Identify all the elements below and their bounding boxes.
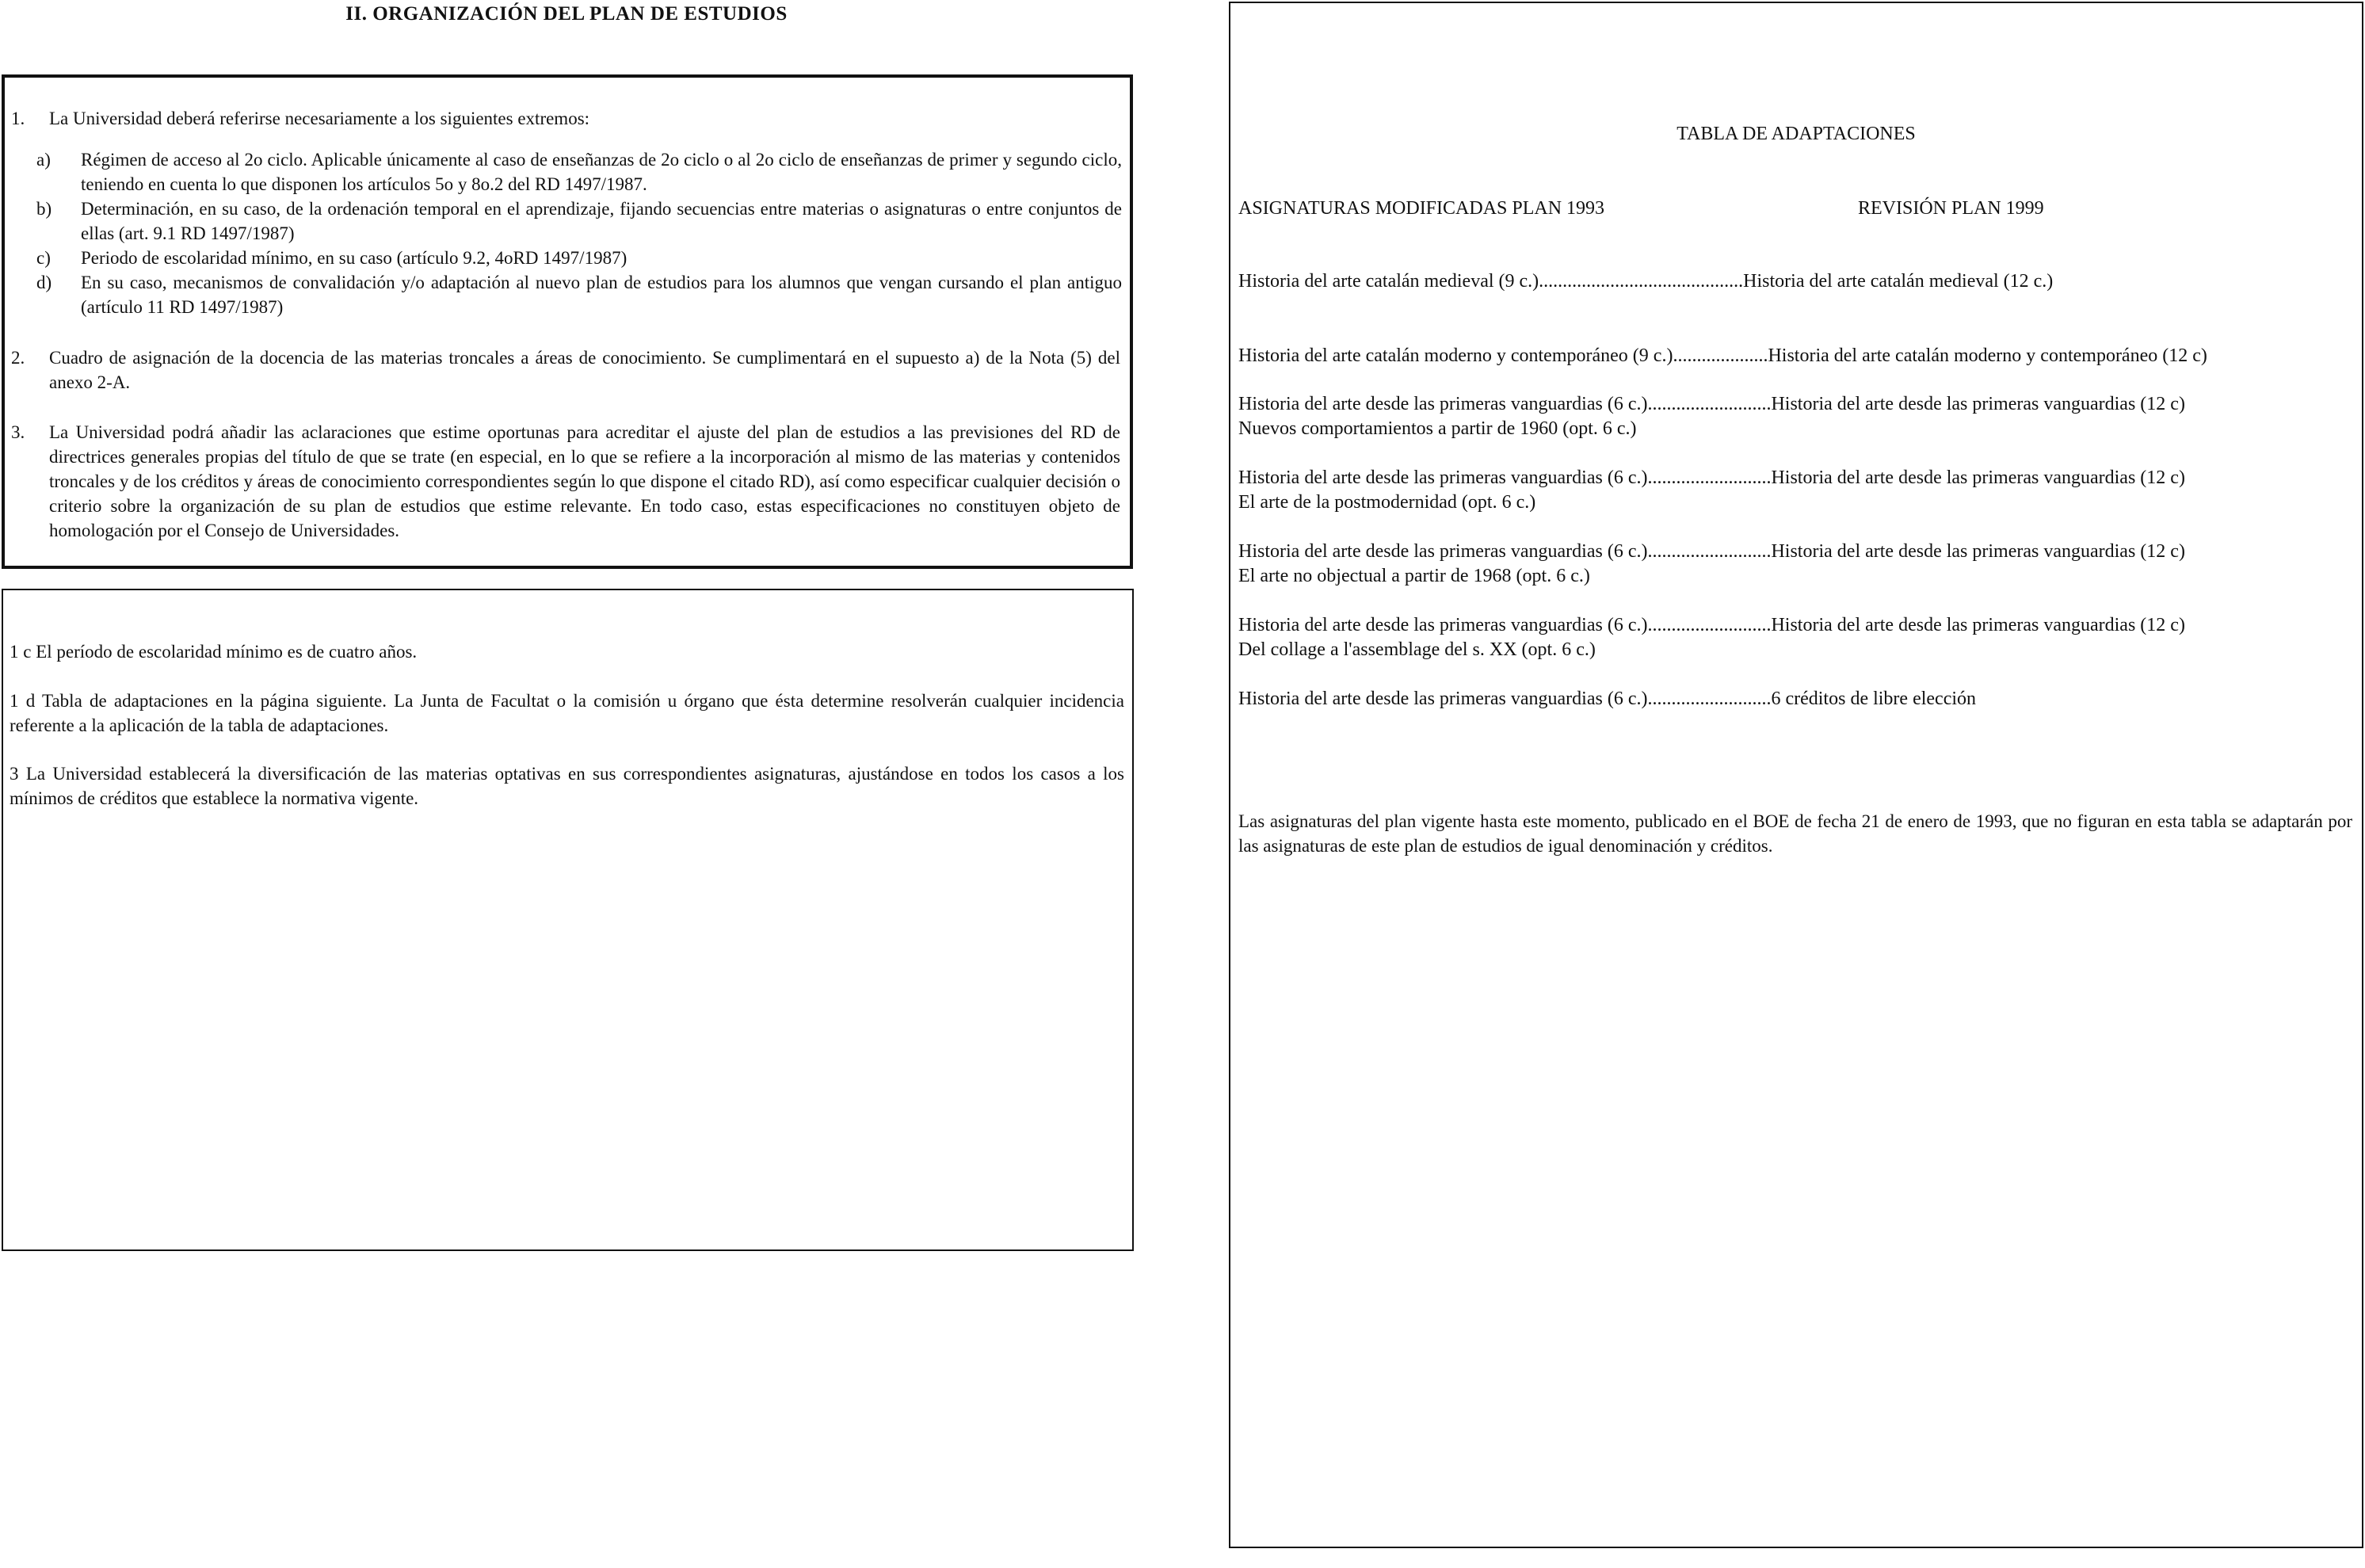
row-2-line-1: Historia del arte catalán moderno y contemporáneo (9 c.)....................Historia del arte catalán moderno y contemporáneo (12 c)	[1238, 345, 2207, 366]
subitem-a-text: Régimen de acceso al 2o ciclo. Aplicable únicamente al caso de enseñanzas de 2o ciclo o al 2o ciclo de enseñanzas de primer y segundo ciclo, teniendo en cuenta lo que disponen los artículos 5o y 8o.2 del RD 1497/1987.	[81, 150, 1122, 194]
row-5-line-2: El arte no objectual a partir de 1968 (opt. 6 c.)	[1238, 566, 1590, 586]
item-2	[11, 345, 1120, 395]
subitem-b-label: b)	[36, 199, 52, 219]
row-5-line-1: Historia del arte desde las primeras vanguardias (6 c.)..........................Historia del arte desde las primeras vanguardias (12 c)	[1238, 541, 2185, 562]
note-1d: 1 d Tabla de adaptaciones en la página siguiente. La Junta de Facultat o la comisión u órgano que ésta determine resolverán cualquier incidencia referente a la aplicación de la tabla de adaptaciones.	[10, 691, 1124, 735]
table-row	[1238, 269, 2354, 294]
subitem-c-text: Periodo de escolaridad mínimo, en su caso (artículo 9.2, 4oRD 1497/1987)	[81, 248, 627, 268]
row-6-line-1: Historia del arte desde las primeras vanguardias (6 c.)..........................Historia del arte desde las primeras vanguardias (12 c)	[1238, 615, 2185, 635]
table-row	[1238, 613, 2354, 662]
subitem-d-text: En su caso, mecanismos de convalidación y/o adaptación al nuevo plan de estudios para los alumnos que vengan cursando el plan antiguo (artículo 11 RD 1497/1987)	[81, 273, 1122, 317]
adaptations-table-box	[1229, 2, 2363, 1548]
item-1-text: La Universidad deberá referirse necesariamente a los siguientes extremos:	[49, 109, 590, 128]
row-3-line-2: Nuevos comportamientos a partir de 1960 (opt. 6 c.)	[1238, 418, 1637, 439]
note-1c: 1 c El período de escolaridad mínimo es de cuatro años.	[10, 642, 418, 662]
subitem-d	[36, 270, 1122, 319]
subitem-b	[36, 196, 1122, 246]
table-title: TABLA DE ADAPTACIONES	[1676, 124, 1916, 144]
row-1-line-1: Historia del arte catalán medieval (9 c.)...........................................Historia del arte catalán medieval (12 c.)	[1238, 271, 2054, 292]
row-4-line-1: Historia del arte desde las primeras vanguardias (6 c.)..........................Historia del arte desde las primeras vanguardias (12 c)	[1238, 467, 2185, 488]
item-2-text: Cuadro de asignación de la docencia de las materias troncales a áreas de conocimiento. Se cumplimentará en el supuesto a) de la Nota (5) del anexo 2-A.	[49, 348, 1120, 392]
instructions-box	[2, 74, 1133, 569]
page-title: II. ORGANIZACIÓN DEL PLAN DE ESTUDIOS	[345, 3, 788, 25]
subitem-a-label: a)	[36, 150, 51, 170]
item-3-number: 3.	[11, 422, 25, 442]
subitem-b-text: Determinación, en su caso, de la ordenación temporal en el aprendizaje, fijando secuencias entre materias o asignaturas o entre conjuntos de ellas (art. 9.1 RD 1497/1987)	[81, 199, 1122, 243]
item-2-number: 2.	[11, 348, 25, 368]
table-row	[1238, 392, 2354, 441]
column-header-plan-1993: ASIGNATURAS MODIFICADAS PLAN 1993	[1238, 198, 1605, 219]
table-row	[1238, 466, 2354, 515]
table-row	[1238, 687, 2354, 712]
subitem-d-label: d)	[36, 273, 52, 292]
adaptation-note: Las asignaturas del plan vigente hasta este momento, publicado en el BOE de fecha 21 de enero de 1993, que no figuran en esta tabla se adaptarán por las asignaturas de este plan de estudios de igual denominación y créditos.	[1238, 811, 2352, 856]
notes-box	[2, 589, 1134, 1251]
subitem-c	[36, 246, 1122, 270]
column-header-plan-1999: REVISIÓN PLAN 1999	[1858, 198, 2044, 219]
note-3: 3 La Universidad establecerá la diversificación de las materias optativas en sus correspondientes asignaturas, ajustándose en todos los casos a los mínimos de créditos que establece la normativa vigente.	[10, 764, 1124, 808]
subitem-a	[36, 147, 1122, 196]
subitem-c-label: c)	[36, 248, 51, 268]
item-1	[11, 106, 1120, 131]
item-3-text: La Universidad podrá añadir las aclaraciones que estime oportunas para acreditar el ajuste del plan de estudios a las previsiones del RD de directrices generales propias del título de que se trate (en especial, en lo que se refiere a la incorporación al mismo de las materias y contenidos troncales y de los créditos y áreas de conocimiento correspondientes según lo que dispone el citado RD), así como especificar cualquier decisión o criterio sobre la organización de su plan de estudios que estime relevante. En todo caso, estas especificaciones no constituyen objeto de homologación por el Consejo de Universidades.	[49, 422, 1120, 540]
table-row	[1238, 344, 2354, 368]
table-row	[1238, 540, 2354, 589]
row-4-line-2: El arte de la postmodernidad (opt. 6 c.)	[1238, 492, 1536, 513]
row-3-line-1: Historia del arte desde las primeras vanguardias (6 c.)..........................Historia del arte desde las primeras vanguardias (12 c)	[1238, 394, 2185, 414]
item-3	[11, 420, 1120, 543]
row-7-line-1: Historia del arte desde las primeras vanguardias (6 c.)..........................6 créditos de libre elección	[1238, 689, 1977, 709]
row-6-line-2: Del collage a l'assemblage del s. XX (opt. 6 c.)	[1238, 639, 1596, 660]
item-1-number: 1.	[11, 109, 25, 128]
